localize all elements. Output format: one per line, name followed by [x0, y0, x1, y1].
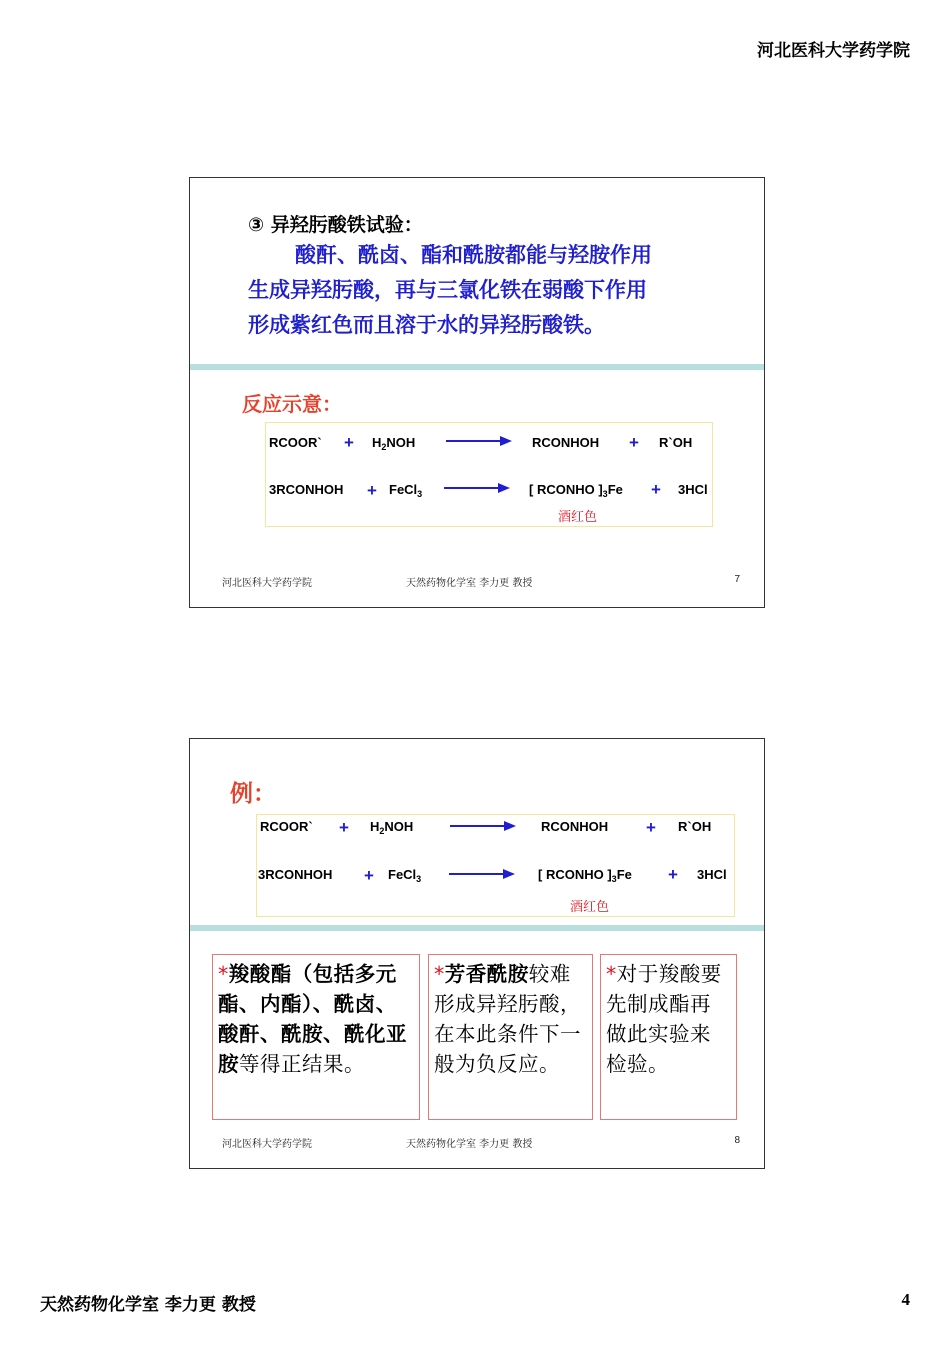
note-box — [428, 954, 593, 1120]
note-bold-text: 羧酸酯（包括多元酯、内酯）、酰卤、酸酐、酰胺、酰化亚胺 — [218, 962, 407, 1076]
product-hydroxamic-acid: RCONHOH — [541, 819, 609, 834]
slide-number: 7 — [734, 574, 740, 585]
product-alcohol: R`OH — [678, 819, 712, 834]
reactant-ester: RCOOR` — [260, 819, 313, 834]
plus-sign: + — [629, 433, 639, 452]
color-note: 酒红色 — [570, 900, 610, 915]
divider — [190, 364, 764, 370]
reactant-hydroxamic: 3RCONHOH — [269, 482, 344, 497]
reactant-ferric-chloride: FeCl$_3$ — [388, 867, 422, 884]
note-box — [212, 954, 420, 1120]
note-text: 等得正结果。 — [239, 1052, 365, 1076]
plus-sign: + — [344, 433, 354, 452]
right-arrow-icon — [449, 868, 515, 880]
body-line: 酸酐、酰卤、酯和酰胺都能与羟胺作用 — [295, 243, 652, 267]
star-icon: * — [434, 962, 445, 986]
right-arrow-icon — [450, 820, 516, 832]
reactant-hydroxylamine: $H_2NOH$ — [370, 819, 414, 836]
right-arrow-icon — [444, 482, 510, 494]
color-note: 酒红色 — [558, 510, 598, 525]
product-iron-complex: [ RCONHO ]$_3Fe$ — [529, 482, 623, 499]
product-alcohol: R`OH — [659, 435, 693, 450]
divider — [190, 925, 764, 931]
reactant-hydroxylamine: $H_2NOH$ — [372, 435, 416, 452]
plus-sign: + — [364, 866, 374, 885]
example-title: 例： — [230, 781, 276, 807]
plus-sign: + — [367, 481, 377, 500]
body-line: 形成紫红色而且溶于水的异羟肟酸铁。 — [248, 313, 605, 337]
plus-sign: + — [668, 865, 678, 884]
slide-number: 8 — [734, 1135, 740, 1146]
plus-sign: + — [339, 818, 349, 837]
product-hydroxamic-acid: RCONHOH — [532, 435, 600, 450]
product-iron-complex: [ RCONHO ]$_3Fe$ — [538, 867, 632, 884]
page-footer-author: 天然药物化学室 李力更 教授 — [40, 1295, 256, 1315]
body-line: 生成异羟肟酸，再与三氯化铁在弱酸下作用 — [248, 278, 647, 302]
note-text: 较难形成异羟肟酸，在本此条件下一般为负反应。 — [434, 962, 581, 1076]
plus-sign: + — [651, 480, 661, 499]
star-icon: * — [218, 962, 229, 986]
page-header: 河北医科大学药学院 — [757, 41, 910, 61]
page-number: 4 — [901, 1290, 910, 1309]
reaction-box — [256, 814, 735, 917]
reactant-hydroxamic: 3RCONHOH — [258, 867, 333, 882]
reaction-box — [265, 422, 713, 527]
slide-footer-school: 河北医科大学药学院 — [222, 1139, 312, 1150]
slide-body — [248, 238, 728, 343]
slide-7 — [189, 177, 765, 608]
reaction-title: 反应示意： — [242, 392, 342, 416]
right-arrow-icon — [446, 435, 512, 447]
plus-sign: + — [646, 818, 656, 837]
note-text: 对于羧酸要先制成酯再做此实验来检验。 — [606, 962, 722, 1076]
reactant-ferric-chloride: FeCl$_3$ — [389, 482, 423, 499]
slide-8 — [189, 738, 765, 1169]
slide-footer-dept: 天然药物化学室 李力更 教授 — [406, 1139, 533, 1150]
note-bold-text: 芳香酰胺 — [444, 962, 529, 986]
note-box — [600, 954, 737, 1120]
star-icon: * — [606, 962, 617, 986]
product-hcl: 3HCl — [697, 867, 727, 882]
slide-heading: ③ 异羟肟酸铁试验： — [248, 214, 423, 236]
slide-footer-school: 河北医科大学药学院 — [222, 578, 312, 589]
product-hcl: 3HCl — [678, 482, 708, 497]
slide-footer-dept: 天然药物化学室 李力更 教授 — [406, 578, 533, 589]
reactant-ester: RCOOR` — [269, 435, 322, 450]
